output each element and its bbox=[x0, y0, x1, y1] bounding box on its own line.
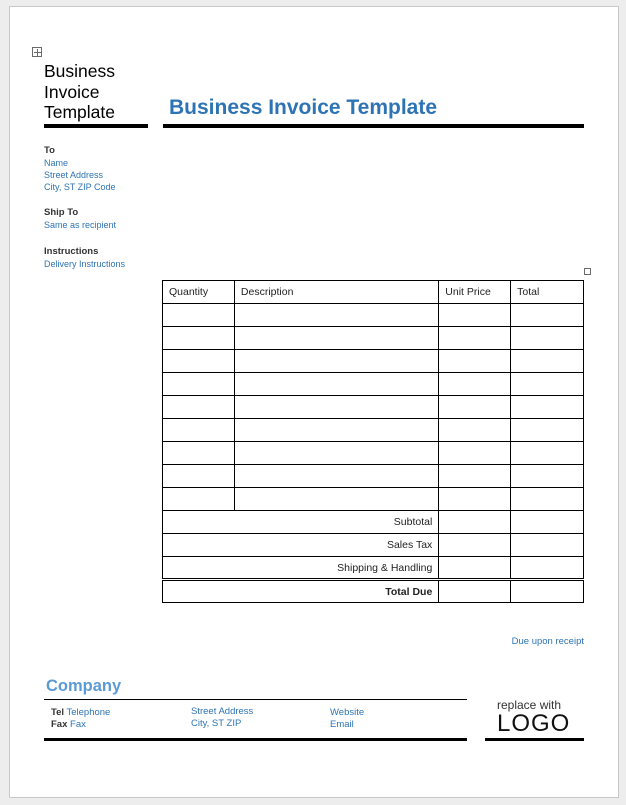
table-cell[interactable] bbox=[511, 327, 584, 350]
instructions-label: Instructions bbox=[44, 246, 99, 257]
table-row bbox=[163, 327, 584, 350]
to-block bbox=[44, 145, 116, 193]
table-row bbox=[163, 304, 584, 327]
footer-rule bbox=[44, 738, 467, 741]
table-cell[interactable] bbox=[163, 327, 235, 350]
footer-email[interactable]: Email bbox=[330, 718, 354, 730]
to-street[interactable]: Street Address bbox=[44, 170, 104, 180]
table-cell[interactable] bbox=[511, 396, 584, 419]
logo-placeholder[interactable] bbox=[497, 699, 570, 736]
table-cell[interactable] bbox=[439, 350, 511, 373]
sidebar-rule bbox=[44, 124, 148, 128]
table-cell[interactable] bbox=[511, 373, 584, 396]
table-cell[interactable] bbox=[234, 396, 438, 419]
to-city[interactable]: City, ST ZIP Code bbox=[44, 182, 116, 192]
due-note[interactable]: Due upon receipt bbox=[511, 636, 584, 647]
table-cell[interactable] bbox=[439, 511, 511, 534]
table-cell[interactable] bbox=[163, 442, 235, 465]
col-total[interactable]: Total bbox=[511, 281, 584, 304]
title-rule bbox=[163, 124, 584, 128]
table-cell[interactable] bbox=[234, 327, 438, 350]
footer-street[interactable]: Street Address bbox=[191, 706, 254, 717]
table-cell[interactable] bbox=[163, 488, 235, 511]
contact-phone-block bbox=[51, 707, 110, 730]
shipping-label: Shipping & Handling bbox=[163, 557, 439, 580]
col-unit-price[interactable]: Unit Price bbox=[439, 281, 511, 304]
table-cell[interactable] bbox=[511, 350, 584, 373]
total-due-label: Total Due bbox=[163, 580, 439, 603]
table-cell[interactable] bbox=[234, 488, 438, 511]
table-resize-handle-icon[interactable] bbox=[584, 268, 591, 275]
table-header-row bbox=[163, 281, 584, 304]
logo-big-text: LOGO bbox=[497, 710, 571, 737]
table-cell[interactable] bbox=[163, 396, 235, 419]
table-cell[interactable] bbox=[439, 534, 511, 557]
ship-to-label: Ship To bbox=[44, 207, 79, 218]
sidebar-title: Business Invoice Template bbox=[44, 61, 116, 122]
table-cell[interactable] bbox=[234, 442, 438, 465]
table-cell[interactable] bbox=[234, 304, 438, 327]
table-cell[interactable] bbox=[234, 350, 438, 373]
table-cell[interactable] bbox=[439, 580, 511, 603]
contact-web-block bbox=[330, 707, 364, 730]
company-rule bbox=[44, 699, 467, 700]
fax-value[interactable]: Fax bbox=[70, 718, 86, 730]
table-cell[interactable] bbox=[163, 465, 235, 488]
footer-website[interactable]: Website bbox=[330, 707, 365, 718]
table-cell[interactable] bbox=[439, 465, 511, 488]
contact-address-block bbox=[191, 706, 253, 729]
table-row bbox=[163, 396, 584, 419]
table-cell[interactable] bbox=[511, 304, 584, 327]
table-cell[interactable] bbox=[511, 419, 584, 442]
table-row bbox=[163, 442, 584, 465]
sales-tax-label: Sales Tax bbox=[163, 534, 439, 557]
table-cell[interactable] bbox=[234, 465, 438, 488]
table-cell[interactable] bbox=[439, 373, 511, 396]
table-cell[interactable] bbox=[439, 327, 511, 350]
tel-value[interactable]: Telephone bbox=[66, 707, 111, 718]
company-name[interactable]: Company bbox=[46, 677, 122, 695]
to-name[interactable]: Name bbox=[44, 158, 69, 168]
logo-rule bbox=[485, 738, 584, 741]
tel-label: Tel bbox=[51, 707, 65, 718]
table-cell[interactable] bbox=[163, 373, 235, 396]
table-row bbox=[163, 465, 584, 488]
shipping-value[interactable] bbox=[511, 557, 584, 580]
table-cell[interactable] bbox=[163, 350, 235, 373]
ship-to-block bbox=[44, 207, 116, 231]
total-due-value[interactable] bbox=[511, 580, 584, 603]
subtotal-value[interactable] bbox=[511, 511, 584, 534]
table-row bbox=[163, 419, 584, 442]
subtotal-row bbox=[163, 511, 584, 534]
table-cell[interactable] bbox=[439, 304, 511, 327]
table-cell[interactable] bbox=[439, 396, 511, 419]
col-quantity[interactable]: Quantity bbox=[163, 281, 235, 304]
to-label: To bbox=[44, 145, 55, 156]
logo-small-text: replace with bbox=[497, 698, 562, 712]
sales-tax-value[interactable] bbox=[511, 534, 584, 557]
shipping-row bbox=[163, 557, 584, 580]
fax-label: Fax bbox=[51, 718, 68, 730]
table-cell[interactable] bbox=[439, 442, 511, 465]
table-cell[interactable] bbox=[511, 442, 584, 465]
table-cell[interactable] bbox=[234, 373, 438, 396]
table-cell[interactable] bbox=[234, 419, 438, 442]
table-cell[interactable] bbox=[163, 304, 235, 327]
table-cell[interactable] bbox=[439, 419, 511, 442]
subtotal-label: Subtotal bbox=[163, 511, 439, 534]
sales-tax-row bbox=[163, 534, 584, 557]
invoice-title[interactable]: Business Invoice Template bbox=[169, 96, 438, 119]
ship-to-value[interactable]: Same as recipient bbox=[44, 220, 117, 230]
table-move-handle-icon[interactable] bbox=[32, 47, 42, 57]
instructions-block bbox=[44, 246, 125, 270]
total-due-row bbox=[163, 580, 584, 603]
table-cell[interactable] bbox=[511, 465, 584, 488]
table-cell[interactable] bbox=[511, 488, 584, 511]
invoice-table bbox=[162, 280, 584, 603]
instructions-value[interactable]: Delivery Instructions bbox=[44, 259, 126, 269]
table-cell[interactable] bbox=[163, 419, 235, 442]
footer-city[interactable]: City, ST ZIP bbox=[191, 717, 242, 729]
table-row bbox=[163, 373, 584, 396]
col-description[interactable]: Description bbox=[234, 281, 438, 304]
table-cell[interactable] bbox=[439, 488, 511, 511]
table-row bbox=[163, 350, 584, 373]
table-row bbox=[163, 488, 584, 511]
table-cell[interactable] bbox=[439, 557, 511, 580]
